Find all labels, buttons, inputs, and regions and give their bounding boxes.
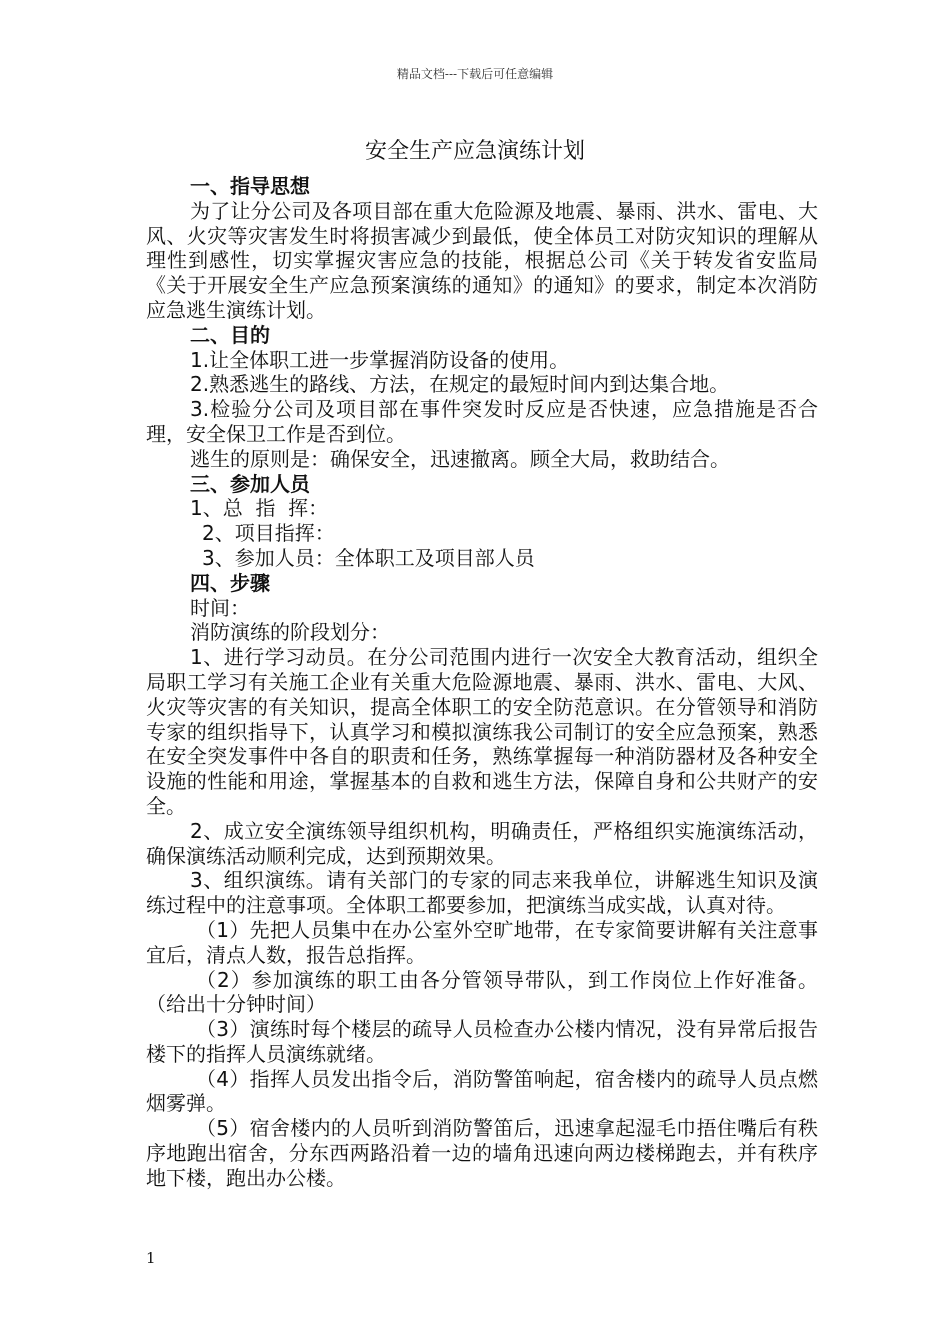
substep-1: （1）先把人员集中在办公室外空旷地带，在专家简要讲解有关注意事宜后，清点人数，报告总指挥。 <box>146 917 818 967</box>
list-item-project-commander: 2、项目指挥： <box>202 521 335 546</box>
section-heading-purpose: 二、目的 <box>190 322 270 347</box>
step-1-paragraph: 1、进行学习动员。在分公司范围内进行一次安全大教育活动，组织全局职工学习有关施工企业有关重大危险源地震、暴雨、洪水、雷电、大风、火灾等灾害的有关知识，提高全体职工的安全防范意识。在分管领导和消防专家的组织指导下，认真学习和模拟演练我公司制订的安全应急预案，熟悉在安全突发事件中各自的职责和任务，熟练掌握每一种消防器材及各种安全设施的性能和用途，掌握基本的自救和逃生方法，保障自身和公共财产的安全。 <box>146 645 818 818</box>
section-heading-participants: 三、参加人员 <box>190 471 310 496</box>
section-heading-guiding-ideology: 一、指导思想 <box>190 174 310 198</box>
page-number: 1 <box>146 1249 156 1267</box>
page-header: 精品文档---下载后可任意编辑 <box>396 67 554 81</box>
substep-5: （5）宿舍楼内的人员听到消防警笛后，迅速拿起湿毛巾捂住嘴后有秩序地跑出宿舍，分东西两路沿着一边的墙角迅速向两边楼梯跑去，并有秩序地下楼，跑出办公楼。 <box>146 1116 818 1190</box>
steps-stages-label: 消防演练的阶段划分： <box>190 620 390 645</box>
list-item-purpose-1: 1.让全体职工进一步掌握消防设备的使用。 <box>190 347 570 372</box>
escape-principle: 逃生的原则是：确保安全，迅速撤离。顾全大局，救助结合。 <box>190 446 730 471</box>
list-item-participants: 3、参加人员：全体职工及项目部人员 <box>202 545 535 570</box>
paragraph-guiding-ideology: 为了让分公司及各项目部在重大危险源及地震、暴雨、洪水、雷电、大风、火灾等灾害发生时将损害减少到最低，使全体员工对防灾知识的理解从理性到感性，切实掌握灾害应急的技能，根据总公司《关于转发省安监局《关于开展安全生产应急预案演练的通知》的通知》的要求，制定本次消防应急逃生演练计划。 <box>146 198 818 322</box>
document-title: 安全生产应急演练计划 <box>364 139 585 164</box>
step-2-paragraph: 2、成立安全演练领导组织机构，明确责任，严格组织实施演练活动，确保演练活动顺利完成，达到预期效果。 <box>146 818 818 868</box>
list-item-commander: 1、总 指 挥： <box>190 496 329 521</box>
list-item-purpose-3: 3.检验分公司及项目部在事件突发时反应是否快速，应急措施是否合理，安全保卫工作是否到位。 <box>146 397 818 446</box>
substep-3: （3）演练时每个楼层的疏导人员检查办公楼内情况，没有异常后报告楼下的指挥人员演练就绪。 <box>146 1017 818 1066</box>
step-3-paragraph: 3、组织演练。请有关部门的专家的同志来我单位，讲解逃生知识及演练过程中的注意事项。全体职工都要参加，把演练当成实战，认真对待。 <box>146 868 818 918</box>
steps-time: 时间： <box>190 595 250 620</box>
document-body <box>146 174 818 1191</box>
list-item-purpose-2: 2.熟悉逃生的路线、方法，在规定的最短时间内到达集合地。 <box>190 372 730 397</box>
section-heading-steps: 四、步骤 <box>190 570 270 595</box>
substep-4: （4）指挥人员发出指令后，消防警笛响起，宿舍楼内的疏导人员点燃烟雾弹。 <box>146 1066 818 1116</box>
substep-2: （2）参加演练的职工由各分管领导带队，到工作岗位上作好准备。（给出十分钟时间） <box>146 967 818 1017</box>
